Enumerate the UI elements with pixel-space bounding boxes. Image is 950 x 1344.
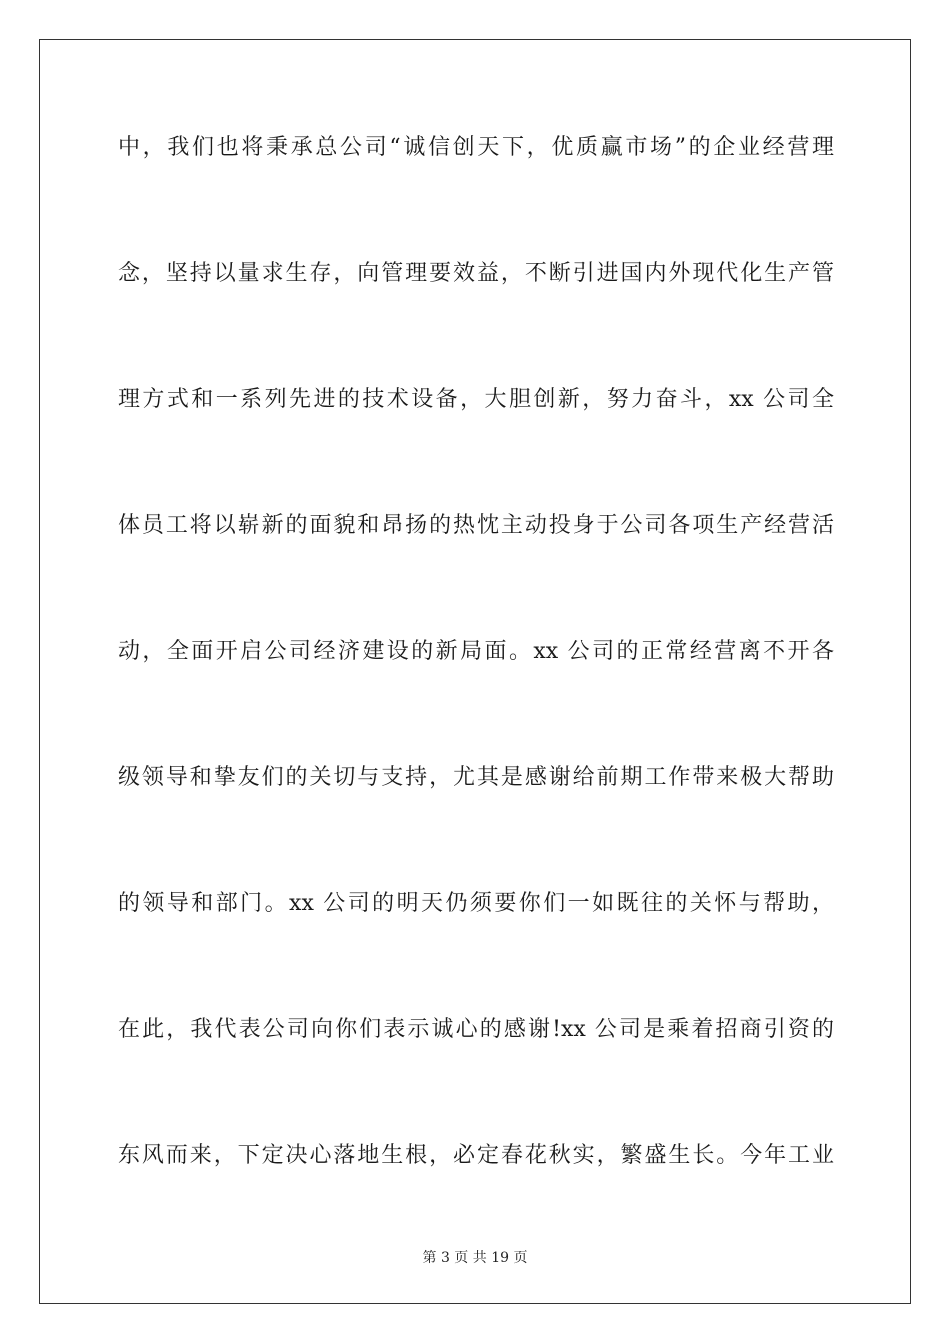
body-line: 中，我们也将秉承总公司“诚信创天下，优质赢市场”的企业经营理	[118, 135, 834, 160]
body-line: 理方式和一系列先进的技术设备，大胆创新，努力奋斗，xx 公司全	[118, 387, 834, 412]
page-number-footer: 第 3 页 共 19 页	[422, 1250, 528, 1266]
body-line: 动，全面开启公司经济建设的新局面。xx 公司的正常经营离不开各	[118, 639, 834, 664]
body-line: 级领导和挚友们的关切与支持，尤其是感谢给前期工作带来极大帮助	[118, 765, 834, 790]
document-body	[118, 128, 834, 1262]
body-line: 在此，我代表公司向你们表示诚心的感谢!xx 公司是乘着招商引资的	[118, 1017, 834, 1042]
body-line: 念，坚持以量求生存，向管理要效益，不断引进国内外现代化生产管	[118, 261, 834, 286]
body-line: 的领导和部门。xx 公司的明天仍须要你们一如既往的关怀与帮助，	[118, 891, 834, 916]
body-line: 体员工将以崭新的面貌和昂扬的热忱主动投身于公司各项生产经营活	[118, 513, 834, 538]
body-line: 东风而来，下定决心落地生根，必定春花秋实，繁盛生长。今年工业	[118, 1143, 834, 1168]
